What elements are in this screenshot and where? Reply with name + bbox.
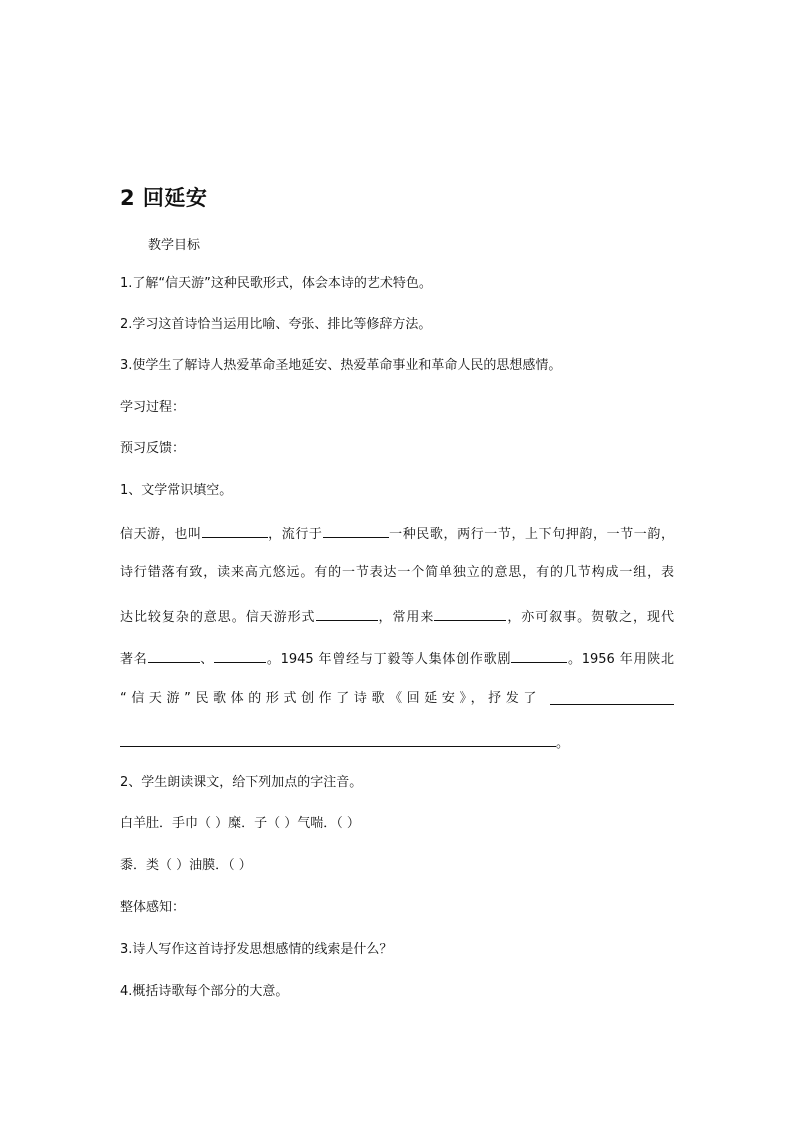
answer-blank[interactable] <box>214 648 266 663</box>
question-2-heading: 2、学生朗读课文，给下列加点的字注音。 <box>120 775 363 790</box>
fill-text: 一种民歌，两行一节，上下句押韵，一节一韵， <box>388 527 674 542</box>
objective-2: 2.学习这首诗恰当运用比喻、夸张、排比等修辞方法。 <box>120 317 432 332</box>
fill-text: 。1945 年曾经与丁毅等人集体创作歌剧 <box>266 652 512 667</box>
fill-line-4 <box>120 648 674 669</box>
process-heading: 学习过程： <box>120 400 186 415</box>
fill-text: 、 <box>199 652 215 667</box>
fill-text: 达比较复杂的意思。信天游形式 <box>120 610 316 625</box>
fill-text: 信天游，也叫 <box>120 527 202 542</box>
fill-text: “信天游”民歌体的形式创作了诗歌《回延安》，抒发了 <box>120 691 541 706</box>
objectives-heading: 教学目标 <box>148 238 201 253</box>
answer-blank[interactable] <box>316 606 378 621</box>
fill-text: 。 <box>556 736 570 751</box>
fill-text: 。1956 年用陕北 <box>567 652 674 667</box>
answer-blank[interactable] <box>323 523 389 538</box>
fill-line-3 <box>120 606 674 627</box>
answer-blank[interactable] <box>550 690 674 705</box>
question-4: 4.概括诗歌每个部分的大意。 <box>120 984 289 999</box>
overall-heading: 整体感知： <box>120 900 186 915</box>
answer-blank[interactable] <box>148 648 200 663</box>
fill-line-5 <box>120 690 674 708</box>
answer-blank[interactable] <box>434 606 506 621</box>
preview-heading: 预习反馈： <box>120 441 186 456</box>
question-3: 3.诗人写作这首诗抒发思想感情的线索是什么？ <box>120 942 393 957</box>
fill-text: 著名 <box>120 652 148 667</box>
objective-1: 1.了解“信天游”这种民歌形式，体会本诗的艺术特色。 <box>120 276 432 291</box>
page-title: 2 回延安 <box>120 186 208 210</box>
pinyin-row-1: 白羊肚．手巾（ ）糜．子（ ）气喘．（ ） <box>120 816 360 831</box>
fill-line-6 <box>120 732 569 753</box>
question-1-heading: 1、文学常识填空。 <box>120 483 233 498</box>
fill-line-2: 诗行错落有致，读来高亢悠远。有的一节表达一个简单独立的意思，有的几节构成一组，表 <box>120 565 674 580</box>
pinyin-row-2: 黍．类（ ）油膜．（ ） <box>120 858 252 873</box>
fill-text: ，常用来 <box>377 610 435 625</box>
answer-blank[interactable] <box>120 732 556 747</box>
fill-text: ，流行于 <box>267 527 323 542</box>
answer-blank[interactable] <box>511 648 567 663</box>
objective-3: 3.使学生了解诗人热爱革命圣地延安、热爱革命事业和革命人民的思想感情。 <box>120 358 562 373</box>
answer-blank[interactable] <box>202 523 268 538</box>
fill-line-1 <box>120 523 674 544</box>
fill-text: ，亦可叙事。贺敬之，现代 <box>506 610 674 625</box>
